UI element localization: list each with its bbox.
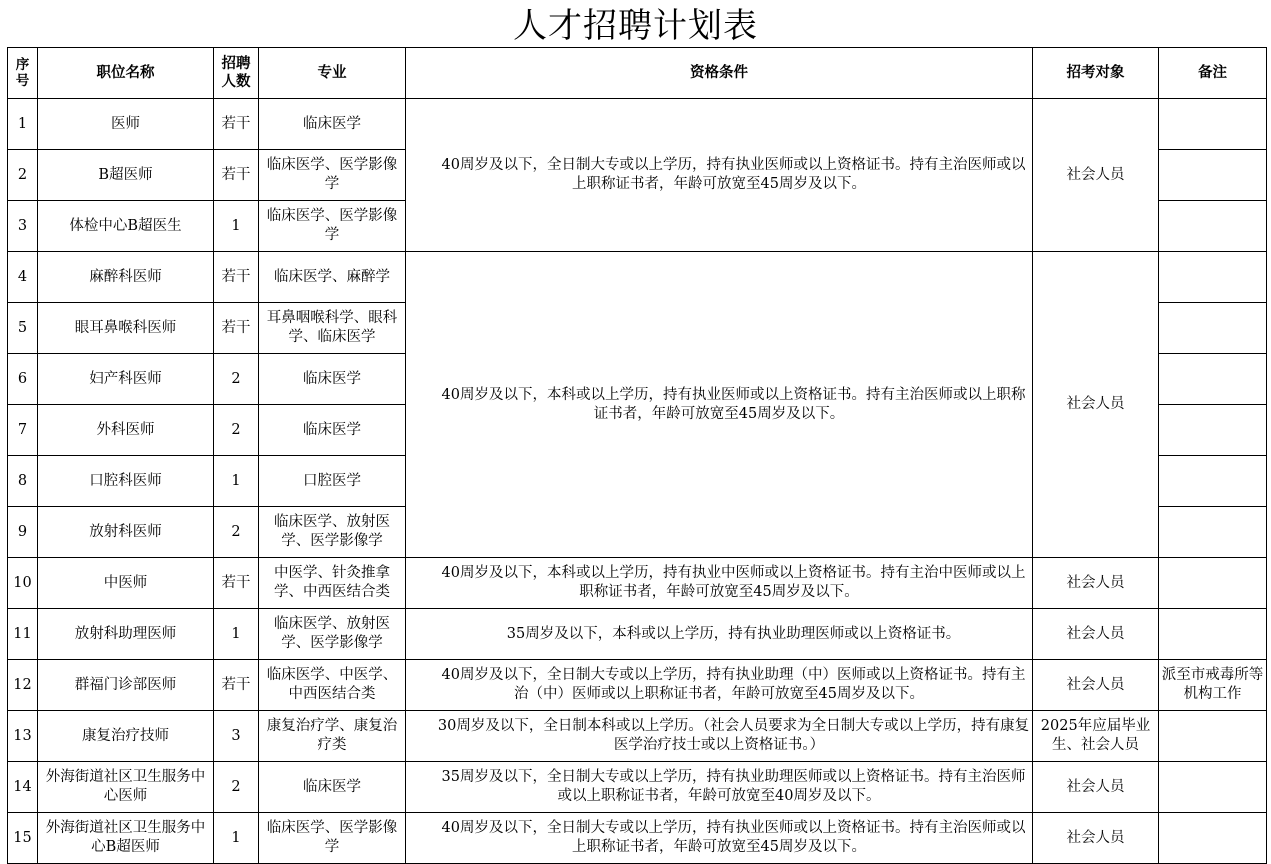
row-remark [1159,354,1267,405]
row-count: 1 [214,201,259,252]
row-target: 社会人员 [1033,762,1159,813]
row-remark [1159,405,1267,456]
recruitment-table [7,47,1267,864]
row-conditions: 40周岁及以下，全日制大专或以上学历，持有执业医师或以上资格证书。持有主治医师或以上职称证书者，年龄可放宽至45周岁及以下。 [406,813,1033,864]
row-no: 7 [8,405,38,456]
row-count: 1 [214,813,259,864]
row-remark [1159,252,1267,303]
table-row [8,762,1267,813]
row-no: 14 [8,762,38,813]
row-no: 5 [8,303,38,354]
page-title: 人才招聘计划表 [513,6,758,46]
row-position: 放射科助理医师 [38,609,214,660]
row-remark [1159,762,1267,813]
header-no: 序号 [8,48,38,99]
table-row [8,99,1267,150]
row-no: 8 [8,456,38,507]
header-position: 职位名称 [38,48,214,99]
row-count: 若干 [214,303,259,354]
row-conditions: 40周岁及以下，全日制大专或以上学历，持有执业助理（中）医师或以上资格证书。持有主治（中）医师或以上职称证书者，年龄可放宽至45周岁及以下。 [406,660,1033,711]
row-count: 若干 [214,660,259,711]
row-count: 1 [214,609,259,660]
row-major: 临床医学、放射医学、医学影像学 [259,609,406,660]
table-row [8,813,1267,864]
table-row [8,711,1267,762]
row-conditions: 35周岁及以下，本科或以上学历，持有执业助理医师或以上资格证书。 [406,609,1033,660]
row-target: 社会人员 [1033,660,1159,711]
header-remarks: 备注 [1159,48,1267,99]
table-row [8,609,1267,660]
row-position: 康复治疗技师 [38,711,214,762]
row-no: 15 [8,813,38,864]
row-remark [1159,150,1267,201]
table-row [8,558,1267,609]
row-remark [1159,558,1267,609]
row-major: 口腔医学 [259,456,406,507]
row-conditions: 40周岁及以下，本科或以上学历，持有执业医师或以上资格证书。持有主治医师或以上职称证书者，年龄可放宽至45周岁及以下。 [406,252,1033,558]
row-count: 若干 [214,99,259,150]
row-position: 外科医师 [38,405,214,456]
row-target: 社会人员 [1033,252,1159,558]
row-remark [1159,303,1267,354]
table-row [8,252,1267,303]
row-no: 4 [8,252,38,303]
row-position: 外海街道社区卫生服务中心B超医师 [38,813,214,864]
row-position: 中医师 [38,558,214,609]
row-count: 1 [214,456,259,507]
row-conditions: 40周岁及以下，本科或以上学历，持有执业中医师或以上资格证书。持有主治中医师或以上职称证书者，年龄可放宽至45周岁及以下。 [406,558,1033,609]
row-count: 2 [214,405,259,456]
row-no: 9 [8,507,38,558]
row-position: 群福门诊部医师 [38,660,214,711]
row-remark [1159,99,1267,150]
row-no: 3 [8,201,38,252]
row-count: 2 [214,354,259,405]
row-remark [1159,507,1267,558]
header-major: 专业 [259,48,406,99]
row-major: 临床医学、麻醉学 [259,252,406,303]
row-target: 社会人员 [1033,558,1159,609]
row-major: 临床医学、医学影像学 [259,150,406,201]
row-major: 临床医学、中医学、中西医结合类 [259,660,406,711]
row-remark [1159,609,1267,660]
row-major: 康复治疗学、康复治疗类 [259,711,406,762]
row-position: 麻醉科医师 [38,252,214,303]
row-conditions: 35周岁及以下，全日制大专或以上学历，持有执业助理医师或以上资格证书。持有主治医师或以上职称证书者，年龄可放宽至40周岁及以下。 [406,762,1033,813]
row-remark [1159,711,1267,762]
row-position: 体检中心B超医生 [38,201,214,252]
row-major: 中医学、针灸推拿学、中西医结合类 [259,558,406,609]
header-count: 招聘人数 [214,48,259,99]
row-count: 3 [214,711,259,762]
row-remark [1159,456,1267,507]
row-target: 社会人员 [1033,99,1159,252]
row-position: 放射科医师 [38,507,214,558]
table-header-row [8,48,1267,99]
row-major: 临床医学 [259,405,406,456]
row-no: 12 [8,660,38,711]
table-row [8,660,1267,711]
row-count: 2 [214,762,259,813]
row-target: 2025年应届毕业生、社会人员 [1033,711,1159,762]
row-target: 社会人员 [1033,813,1159,864]
row-count: 若干 [214,558,259,609]
row-position: 妇产科医师 [38,354,214,405]
row-count: 若干 [214,150,259,201]
row-remark: 派至市戒毒所等机构工作 [1159,660,1267,711]
row-major: 临床医学 [259,762,406,813]
row-count: 2 [214,507,259,558]
row-major: 临床医学、放射医学、医学影像学 [259,507,406,558]
row-major: 临床医学、医学影像学 [259,201,406,252]
header-conditions: 资格条件 [406,48,1033,99]
row-position: 医师 [38,99,214,150]
row-no: 6 [8,354,38,405]
row-no: 1 [8,99,38,150]
row-target: 社会人员 [1033,609,1159,660]
row-position: 口腔科医师 [38,456,214,507]
row-conditions: 30周岁及以下，全日制本科或以上学历。（社会人员要求为全日制大专或以上学历，持有康复医学治疗技士或以上资格证书。） [406,711,1033,762]
row-major: 耳鼻咽喉科学、眼科学、临床医学 [259,303,406,354]
row-count: 若干 [214,252,259,303]
row-no: 10 [8,558,38,609]
row-remark [1159,201,1267,252]
header-target: 招考对象 [1033,48,1159,99]
row-major: 临床医学 [259,99,406,150]
row-no: 2 [8,150,38,201]
row-no: 13 [8,711,38,762]
row-conditions: 40周岁及以下，全日制大专或以上学历，持有执业医师或以上资格证书。持有主治医师或以上职称证书者，年龄可放宽至45周岁及以下。 [406,99,1033,252]
row-position: 外海街道社区卫生服务中心医师 [38,762,214,813]
row-no: 11 [8,609,38,660]
row-remark [1159,813,1267,864]
row-position: 眼耳鼻喉科医师 [38,303,214,354]
row-position: B超医师 [38,150,214,201]
row-major: 临床医学、医学影像学 [259,813,406,864]
row-major: 临床医学 [259,354,406,405]
